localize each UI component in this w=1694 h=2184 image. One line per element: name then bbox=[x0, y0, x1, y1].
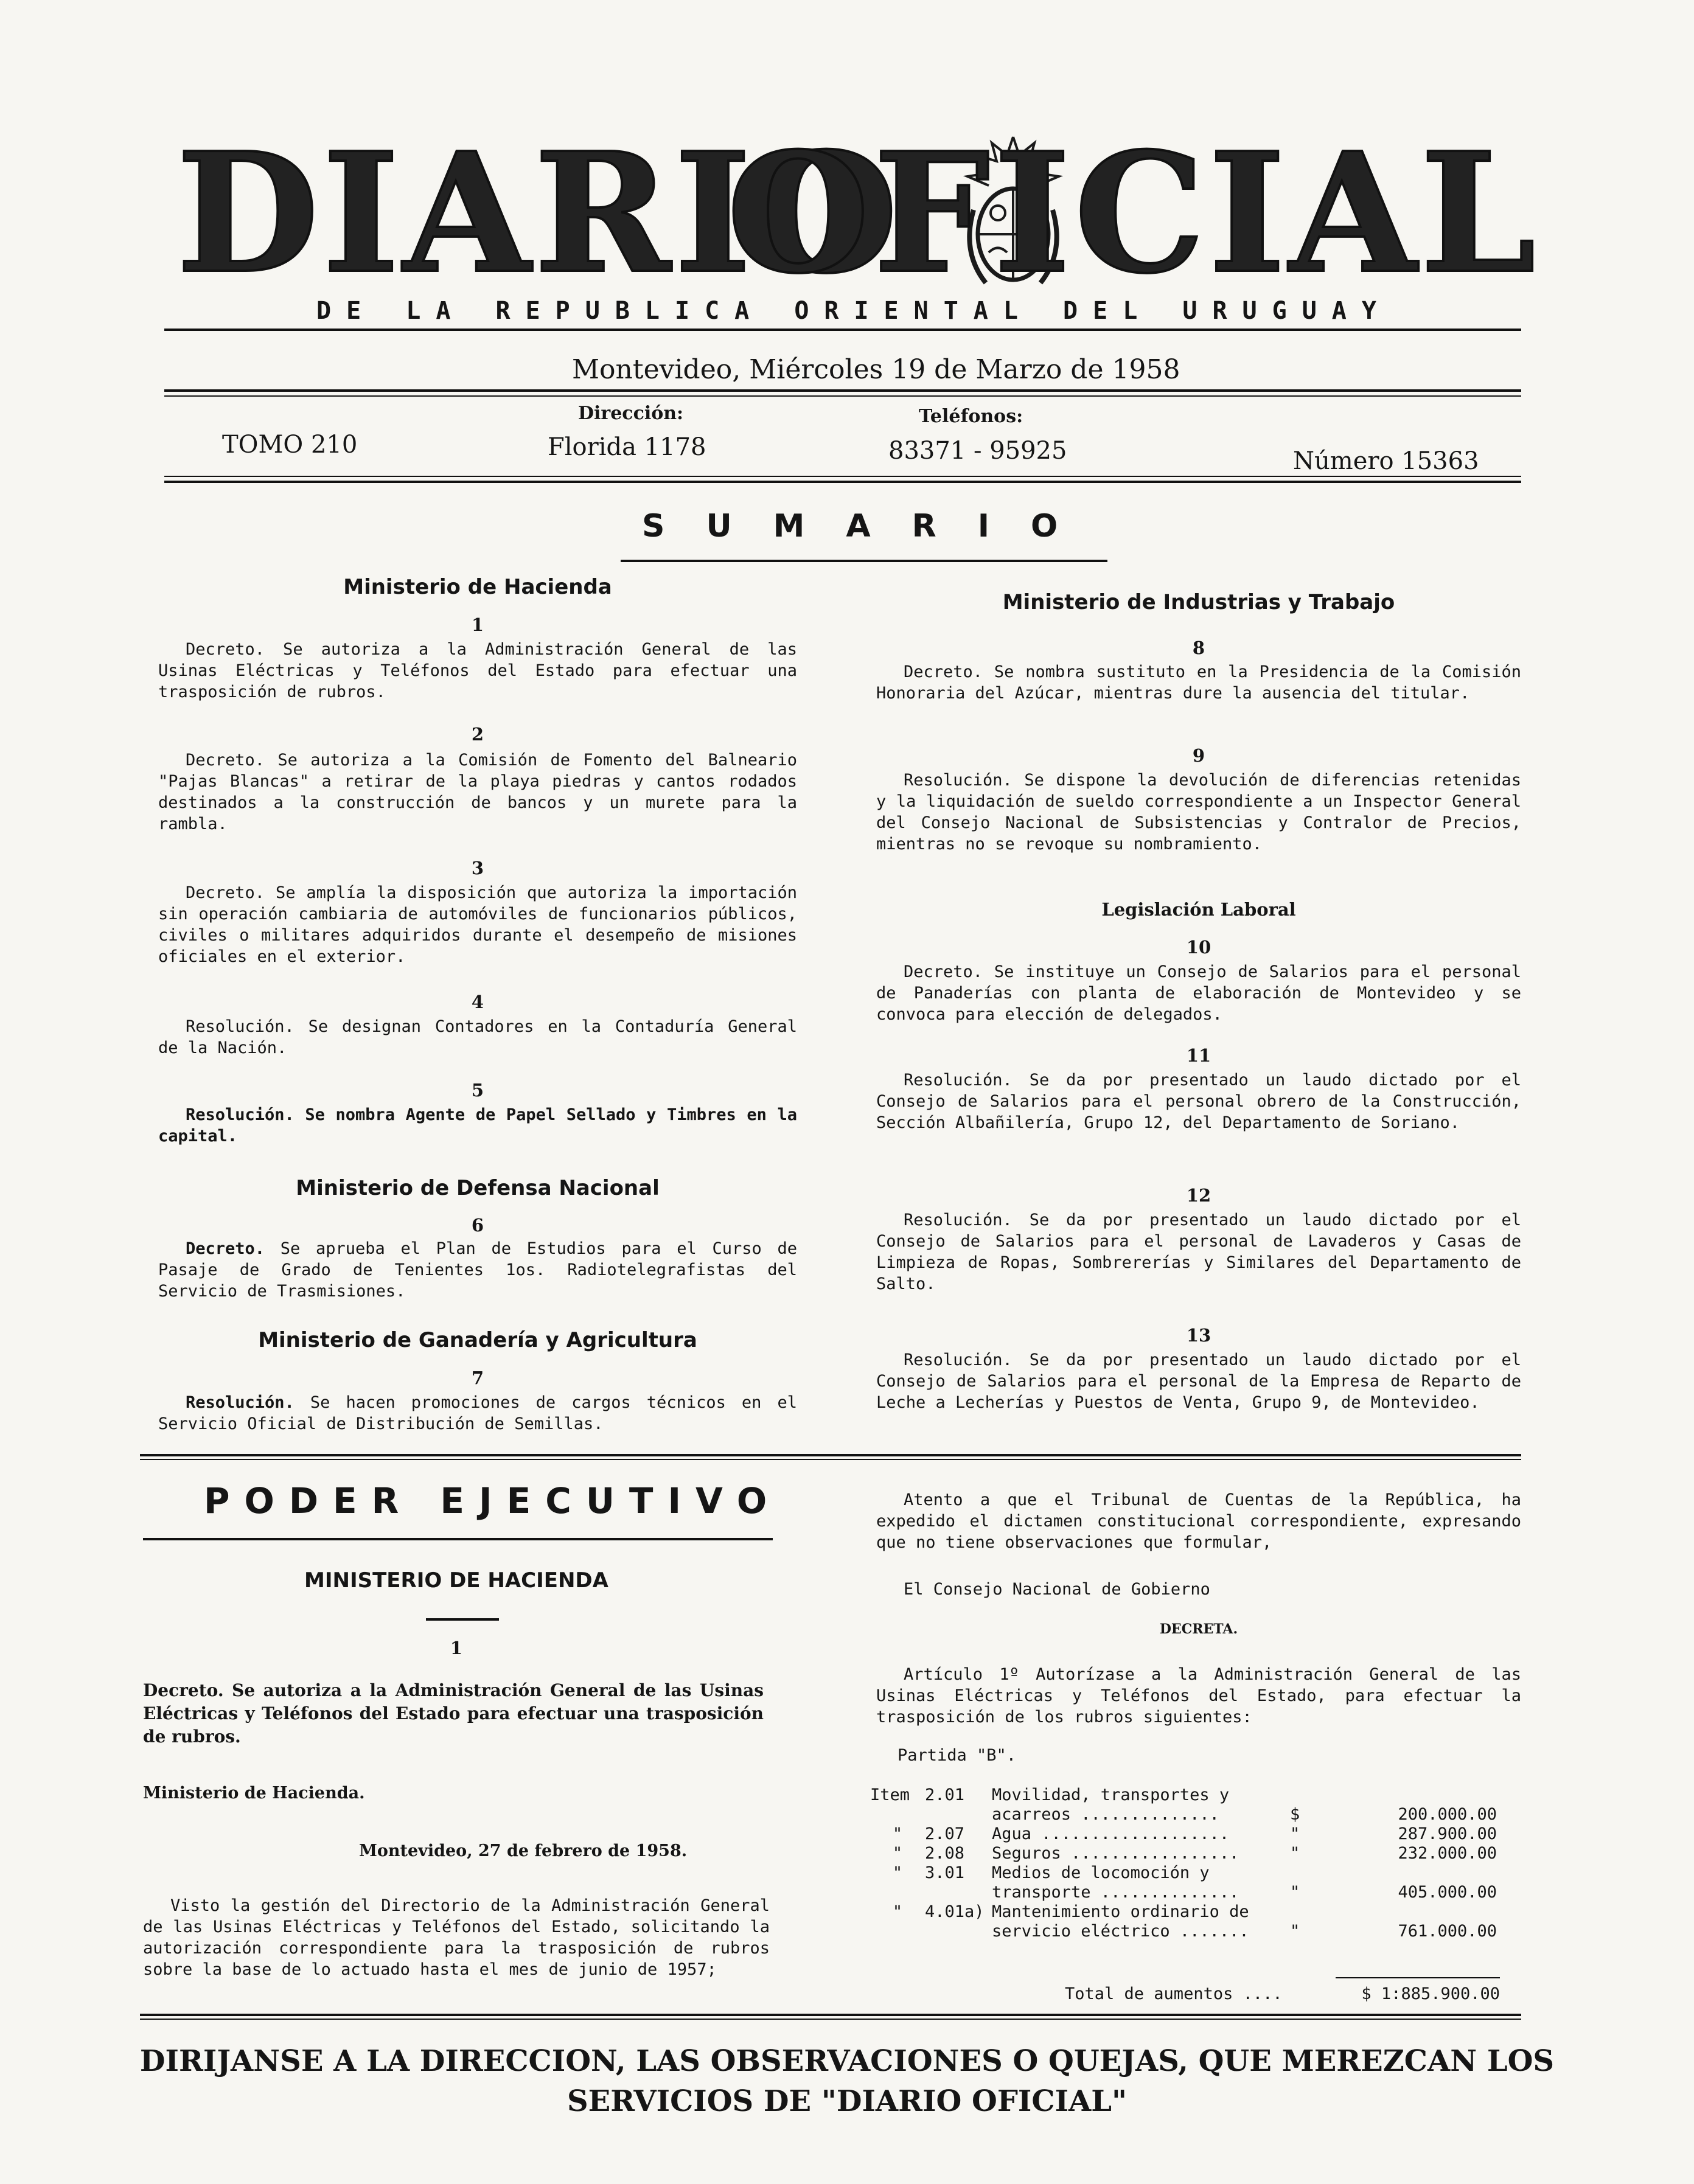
table-row bbox=[870, 1824, 1497, 1844]
table-cell: " bbox=[1290, 1844, 1300, 1863]
item-number: 7 bbox=[471, 1368, 484, 1388]
articulo-paragraph bbox=[876, 1664, 1521, 1728]
rule bbox=[426, 1618, 499, 1621]
table-cell: " bbox=[892, 1863, 903, 1882]
item-lead: Resolución. bbox=[904, 1351, 1013, 1369]
item-lead: Resolución. bbox=[904, 1211, 1013, 1229]
item-number: 6 bbox=[471, 1215, 484, 1236]
table-row bbox=[870, 1902, 1497, 1941]
summary-item bbox=[158, 749, 797, 835]
table-cell: 2.07 bbox=[925, 1824, 965, 1843]
total-value: $ 1:885.900.00 bbox=[1361, 1984, 1500, 2003]
decreta: DECRETA. bbox=[1159, 1621, 1238, 1637]
item-lead: Resolución. bbox=[904, 1071, 1013, 1090]
masthead-subtitle: DE LA REPUBLICA ORIENTAL DEL URUGUAY bbox=[316, 297, 1392, 325]
item-number: 2 bbox=[471, 724, 484, 745]
summary-item bbox=[158, 882, 797, 967]
summary-item bbox=[876, 1349, 1521, 1413]
item-number: 1 bbox=[471, 614, 484, 635]
summary-item bbox=[158, 639, 797, 703]
item-text: Se nombra sustituto en la Presidencia de la Comisión Honoraria del Azúcar, mientras dure la ausencia del titular. bbox=[876, 663, 1521, 703]
direccion-label: Dirección: bbox=[578, 403, 684, 424]
rule bbox=[164, 395, 1521, 397]
visto-paragraph bbox=[143, 1895, 770, 1980]
item-number: 10 bbox=[1186, 937, 1211, 958]
item-number: 4 bbox=[471, 992, 484, 1012]
item-number: 13 bbox=[1186, 1325, 1211, 1346]
table-cell: " bbox=[892, 1824, 903, 1843]
table-cell: 200.000.00 bbox=[1398, 1805, 1497, 1824]
section-subheading: Legislación Laboral bbox=[1101, 899, 1296, 920]
item-lead: Decreto. bbox=[904, 962, 983, 981]
table-cell: 4.01a) bbox=[925, 1902, 985, 1921]
ministry-heading: Ministerio de Industrias y Trabajo bbox=[1002, 590, 1395, 614]
consejo-line: El Consejo Nacional de Gobierno bbox=[904, 1580, 1210, 1599]
poder-ejecutivo-title: PODER EJECUTIVO bbox=[204, 1480, 782, 1521]
atento-paragraph bbox=[876, 1489, 1521, 1553]
rule bbox=[164, 476, 1521, 477]
table-cell: " bbox=[892, 1844, 903, 1863]
sumario-title: SUMARIO bbox=[642, 508, 1100, 544]
rule bbox=[140, 2014, 1521, 2016]
item-text: Se aprueba el Plan de Estudios para el Curso de Pasaje de Grado de Tenientes 1os. Radiotelegrafistas del Servicio de Trasmisiones. bbox=[158, 1239, 797, 1301]
ministerio-line: Ministerio de Hacienda. bbox=[143, 1784, 365, 1803]
item-lead: Decreto. bbox=[186, 640, 265, 659]
item-text: Se da por presentado un laudo dictado por el Consejo de Salarios para el personal de Lavaderos y Casas de Limpieza de Ropas, Sombrererías y Similares del Departamento de Salto. bbox=[876, 1211, 1521, 1293]
numero: Número 15363 bbox=[1293, 447, 1479, 475]
summary-item bbox=[876, 1209, 1521, 1295]
item-number: 11 bbox=[1186, 1045, 1211, 1066]
item-lead: Resolución. bbox=[904, 771, 1013, 790]
rule bbox=[140, 1454, 1521, 1456]
telefonos-value: 83371 - 95925 bbox=[888, 437, 1067, 465]
dateline: Montevideo, Miércoles 19 de Marzo de 1958 bbox=[572, 354, 1180, 385]
tomo: TOMO 210 bbox=[222, 431, 358, 459]
item-text: Se autoriza a la Comisión de Fomento del Balneario "Pajas Blancas" a retirar de la playa piedras y cantos rodados destinados a la construcción de bancos y un murete para la rambla. bbox=[158, 751, 797, 833]
ministry-heading: MINISTERIO DE HACIENDA bbox=[304, 1568, 608, 1593]
masthead bbox=[176, 116, 1539, 310]
table-cell: Item bbox=[870, 1786, 910, 1804]
item-lead: Resolución. bbox=[186, 1393, 295, 1412]
table-cell: Agua ................... bbox=[992, 1824, 1230, 1843]
rule bbox=[143, 1538, 773, 1540]
table-cell: " bbox=[1290, 1922, 1300, 1941]
table-cell: 761.000.00 bbox=[1398, 1922, 1497, 1941]
masthead-title-left: DIARIO bbox=[176, 116, 902, 310]
summary-item bbox=[158, 1016, 797, 1059]
masthead-title-right: OFICIAL bbox=[727, 116, 1539, 310]
item-text: Se dispone la devolución de diferencias retenidas y la liquidación de sueldo correspondiente a un Inspector General del Consejo Nacional de Subsistencias y Contralor de Precios, mientras no se revoque su nombramiento. bbox=[876, 771, 1521, 854]
paragraph-text: Artículo 1º Autorízase a la Administración General de las Usinas Eléctricas y Teléfonos del Estado, para efectuar la trasposición de los rubros siguientes: bbox=[876, 1665, 1521, 1727]
table-row bbox=[870, 1863, 1497, 1902]
summary-item bbox=[876, 1069, 1521, 1133]
item-text: Se instituye un Consejo de Salarios para el personal de Panaderías con planta de elaboración de Montevideo y se convoca para elección de delegados. bbox=[876, 962, 1521, 1024]
table-row bbox=[870, 1844, 1497, 1863]
table-cell: 2.08 bbox=[925, 1844, 965, 1863]
item-text: Se nombra Agente de Papel Sellado y Timbres en la capital. bbox=[158, 1105, 798, 1146]
summary-item bbox=[876, 661, 1521, 704]
ministry-heading: Ministerio de Ganadería y Agricultura bbox=[258, 1328, 697, 1352]
footer-line-1: DIRIJANSE A LA DIRECCION, LAS OBSERVACIONES O QUEJAS, QUE MEREZCAN LOS bbox=[139, 2044, 1555, 2078]
summary-item bbox=[158, 1392, 797, 1435]
paragraph-text: Visto la gestión del Directorio de la Administración General de las Usinas Eléctricas y Teléfonos del Estado, solicitando la autorización correspondiente para la trasposición de rubros sobre la base de lo actuado hasta el mes de junio de 1957; bbox=[143, 1896, 770, 1979]
item-text: Se da por presentado un laudo dictado por el Consejo de Salarios para el personal obrero de la Construcción, Sección Albañilería, Grupo 12, del Departamento de Soriano. bbox=[876, 1071, 1521, 1132]
item-number: 5 bbox=[471, 1080, 484, 1101]
table-cell: " bbox=[1290, 1824, 1300, 1843]
item-text: Se autoriza a la Administración General de las Usinas Eléctricas y Teléfonos del Estado para efectuar una trasposición de rubros. bbox=[158, 640, 797, 701]
table-cell: 3.01 bbox=[925, 1863, 965, 1882]
table-row bbox=[870, 1786, 1497, 1824]
item-number: 1 bbox=[450, 1638, 463, 1658]
decree-summary bbox=[143, 1679, 764, 1748]
item-number: 9 bbox=[1192, 745, 1205, 766]
rule bbox=[164, 481, 1521, 483]
telefonos-label: Teléfonos: bbox=[919, 406, 1023, 427]
table-cell: " bbox=[892, 1902, 903, 1921]
summary-item bbox=[158, 1104, 797, 1147]
summary-item bbox=[876, 961, 1521, 1025]
table-cell: Mantenimiento ordinario de servicio eléctrico ....... bbox=[992, 1902, 1249, 1941]
item-lead: Decreto. bbox=[186, 751, 265, 770]
paragraph-text: Atento a que el Tribunal de Cuentas de la República, ha expedido el dictamen constitucional correspondiente, expresando que no tiene observaciones que formular, bbox=[876, 1490, 1521, 1552]
summary-item bbox=[876, 770, 1521, 855]
table-cell: 287.900.00 bbox=[1398, 1824, 1497, 1843]
rule bbox=[140, 1459, 1521, 1460]
item-number: 3 bbox=[471, 858, 484, 878]
rubros-table bbox=[870, 1786, 1497, 1941]
table-cell: Medios de locomoción y transporte .............. bbox=[992, 1863, 1239, 1902]
partida: Partida "B". bbox=[898, 1746, 1017, 1765]
item-number: 12 bbox=[1186, 1185, 1211, 1206]
rule bbox=[164, 329, 1521, 331]
item-lead: Resolución. bbox=[186, 1017, 295, 1036]
item-text: Se amplía la disposición que autoriza la importación sin operación cambiaria de automóviles de funcionarios públicos, civiles o militares adquiridos durante el desempeño de misiones oficiales en el exterior. bbox=[158, 883, 797, 966]
rule bbox=[1336, 1977, 1500, 1978]
item-lead: Decreto. bbox=[143, 1680, 224, 1700]
table-cell: " bbox=[1290, 1883, 1300, 1902]
table-cell: 2.01 bbox=[925, 1786, 965, 1804]
ministry-heading: Ministerio de Hacienda bbox=[343, 575, 612, 599]
rule bbox=[621, 560, 1107, 562]
item-lead: Decreto. bbox=[186, 883, 265, 902]
item-text: Se designan Contadores en la Contaduría General de la Nación. bbox=[158, 1017, 797, 1057]
table-cell: Movilidad, transportes y acarreos .............. bbox=[992, 1786, 1230, 1824]
direccion-value: Florida 1178 bbox=[548, 433, 706, 461]
item-number: 8 bbox=[1192, 638, 1205, 658]
summary-item bbox=[158, 1238, 797, 1302]
table-cell: 405.000.00 bbox=[1398, 1883, 1497, 1902]
rule bbox=[164, 389, 1521, 392]
table-cell: Seguros ................. bbox=[992, 1844, 1239, 1863]
item-text: Se autoriza a la Administración General de las Usinas Eléctricas y Teléfonos del Estado para efectuar una trasposición de rubros. bbox=[143, 1680, 764, 1747]
item-text: Se da por presentado un laudo dictado por el Consejo de Salarios para el personal de la Empresa de Reparto de Leche a Lecherías y Puestos de Venta, Grupo 9, de Montevideo. bbox=[876, 1351, 1521, 1412]
decree-date: Montevideo, 27 de febrero de 1958. bbox=[359, 1841, 688, 1860]
item-lead: Decreto. bbox=[186, 1239, 265, 1258]
table-cell: $ bbox=[1290, 1805, 1300, 1824]
item-lead: Resolución. bbox=[186, 1105, 295, 1124]
ministry-heading: Ministerio de Defensa Nacional bbox=[296, 1176, 660, 1200]
footer-line-2: SERVICIOS DE "DIARIO OFICIAL" bbox=[566, 2084, 1128, 2118]
table-cell: 232.000.00 bbox=[1398, 1844, 1497, 1863]
item-lead: Decreto. bbox=[904, 663, 983, 681]
total-label: Total de aumentos .... bbox=[1065, 1984, 1283, 2003]
rule bbox=[140, 2019, 1521, 2020]
item-text: Se hacen promociones de cargos técnicos en el Servicio Oficial de Distribución de Semillas. bbox=[158, 1393, 797, 1433]
